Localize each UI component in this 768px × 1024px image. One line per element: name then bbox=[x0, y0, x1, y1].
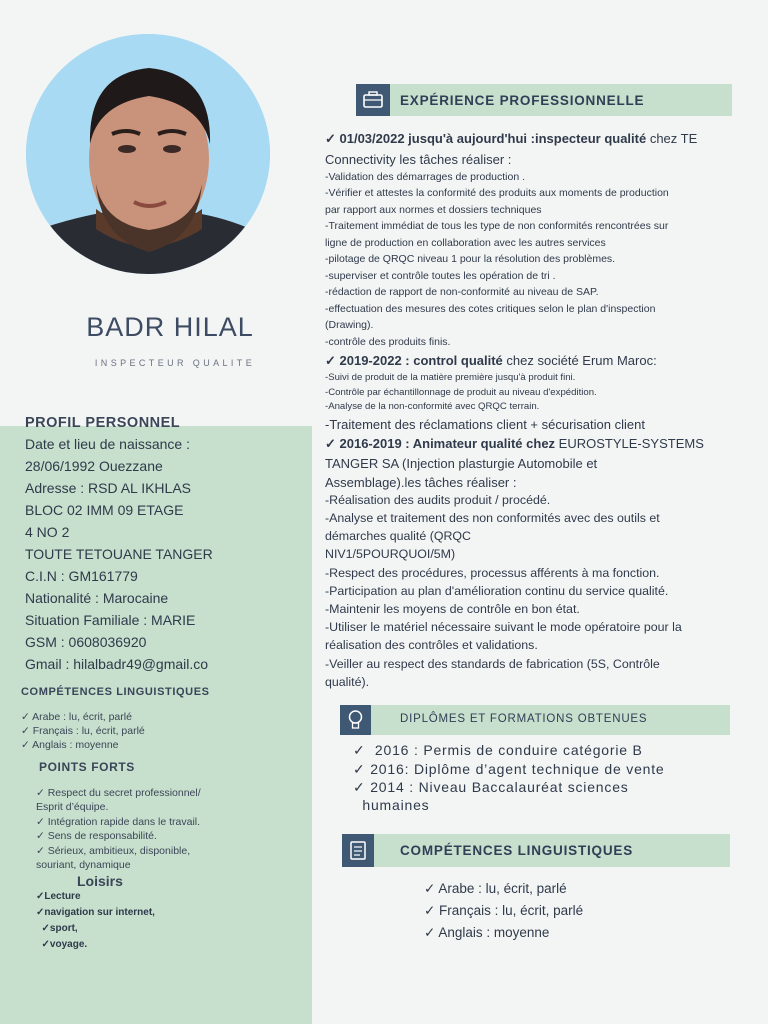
left-language-item: ✓ Arabe : lu, écrit, parlé bbox=[21, 711, 132, 723]
profile-line: Nationalité : Marocaine bbox=[25, 590, 169, 606]
job3-line: qualité). bbox=[325, 675, 370, 689]
profile-line: Gmail : hilalbadr49@gmail.co bbox=[25, 656, 209, 672]
hobbies-heading: Loisirs bbox=[77, 873, 123, 889]
strength-item: ✓ Sens de responsabilité. bbox=[36, 830, 157, 842]
profile-line: TOUTE TETOUANE TANGER bbox=[25, 546, 213, 562]
notebook-icon bbox=[342, 834, 374, 867]
job2-title: ✓ 2019-2022 : control qualité chez société Erum Maroc: bbox=[325, 353, 657, 368]
profile-photo bbox=[26, 34, 270, 274]
diploma-item: humaines bbox=[353, 797, 430, 813]
job1-task: -rédaction de rapport de non-conformité au niveau de SAP. bbox=[325, 286, 599, 298]
hobby-item: ✓navigation sur internet, bbox=[36, 907, 155, 918]
job1-task: (Drawing). bbox=[325, 319, 374, 331]
job1-task: -contrôle des produits finis. bbox=[325, 336, 451, 348]
hobby-item: ✓voyage. bbox=[36, 939, 88, 950]
left-language-item: ✓ Anglais : moyenne bbox=[21, 739, 119, 751]
profile-line: C.I.N : GM161779 bbox=[25, 568, 138, 584]
left-language-item: ✓ Français : lu, écrit, parlé bbox=[21, 725, 145, 737]
job3-line: -Participation au plan d'amélioration continu du service qualité. bbox=[325, 584, 669, 598]
candidate-name: BADR HILAL bbox=[86, 312, 254, 342]
job3-line: -Réalisation des audits produit / procédé. bbox=[325, 493, 551, 507]
job1-task: -pilotage de QRQC niveau 1 pour la résolution des problèmes. bbox=[325, 253, 616, 265]
diploma-item: ✓ 2016 : Permis de conduire catégorie B bbox=[353, 742, 643, 758]
hobby-item: ✓sport, bbox=[36, 923, 78, 934]
left-languages-heading: COMPÉTENCES LINGUISTIQUES bbox=[21, 686, 210, 698]
diploma-item: ✓ 2016: Diplôme d’agent technique de vente bbox=[353, 761, 665, 777]
job3-line: -Veiller au respect des standards de fabrication (5S, Contrôle bbox=[325, 657, 660, 671]
job1-title: ✓ 01/03/2022 jusqu'à aujourd'hui :inspecteur qualité chez TE bbox=[325, 131, 698, 146]
hobby-item: ✓Lecture bbox=[36, 891, 81, 902]
job1-task: par rapport aux normes et dossiers techniques bbox=[325, 204, 542, 216]
profile-line: Situation Familiale : MARIE bbox=[25, 612, 196, 628]
languages-heading: COMPÉTENCES LINGUISTIQUES bbox=[400, 843, 634, 858]
job2-task: -Analyse de la non-conformité avec QRQC terrain. bbox=[325, 401, 540, 412]
language-item: ✓ Anglais : moyenne bbox=[424, 925, 550, 940]
diplomas-heading: DIPLÔMES ET FORMATIONS OBTENUES bbox=[400, 713, 648, 725]
job1-task: -Validation des démarrages de production . bbox=[325, 171, 526, 183]
job3-line: -Maintenir les moyens de contrôle en bon état. bbox=[325, 602, 580, 616]
experience-heading: EXPÉRIENCE PROFESSIONNELLE bbox=[400, 93, 645, 108]
profile-line: 28/06/1992 Ouezzane bbox=[25, 458, 163, 474]
briefcase-icon bbox=[356, 84, 390, 116]
job1-task: ligne de production en collaboration avec les autres services bbox=[325, 237, 606, 249]
strengths-heading: POINTS FORTS bbox=[39, 760, 135, 774]
diploma-item: ✓ 2014 : Niveau Baccalauréat sciences bbox=[353, 779, 629, 795]
job3-line: -Analyse et traitement des non conformités avec des outils et bbox=[325, 511, 660, 525]
candidate-role: INSPECTEUR QUALITE bbox=[94, 358, 256, 368]
job1-task: -superviser et contrôle toutes les opération de tri . bbox=[325, 270, 556, 282]
job1-line: Connectivity les tâches réaliser : bbox=[325, 152, 512, 167]
profile-heading: PROFIL PERSONNEL bbox=[25, 415, 181, 431]
job3-line: démarches qualité (QRQC bbox=[325, 529, 471, 543]
job3-line: -Respect des procédures, processus afférents à ma fonction. bbox=[325, 566, 660, 580]
strength-item: souriant, dynamique bbox=[36, 859, 131, 871]
strength-item: ✓ Sérieux, ambitieux, disponible, bbox=[36, 845, 191, 857]
job2-task: -Suivi de produit de la matière première jusqu'à produit fini. bbox=[325, 372, 576, 383]
profile-line: GSM : 0608036920 bbox=[25, 634, 147, 650]
strength-item: ✓ Intégration rapide dans le travail. bbox=[36, 816, 201, 828]
language-item: ✓ Français : lu, écrit, parlé bbox=[424, 903, 584, 918]
strength-item: ✓ Respect du secret professionnel/ bbox=[36, 787, 201, 799]
strength-item: Esprit d’équipe. bbox=[36, 801, 109, 813]
job2-task: -Contrôle par échantillonnage de produit au niveau d'expédition. bbox=[325, 387, 597, 398]
job1-task: -Traitement immédiat de tous les type de non conformités rencontrées sur bbox=[325, 220, 669, 232]
job3-line: Assemblage).les tâches réaliser : bbox=[325, 475, 517, 490]
portrait-photo bbox=[26, 34, 270, 274]
job3-line: réalisation des contrôles et validations. bbox=[325, 638, 538, 652]
job1-task: -Vérifier et attestes la conformité des produits aux moments de production bbox=[325, 187, 669, 199]
profile-line: BLOC 02 IMM 09 ETAGE bbox=[25, 502, 184, 518]
job3-line: NIV1/5POURQUOI/5M) bbox=[325, 547, 456, 561]
job3-title: ✓ 2016-2019 : Animateur qualité chez EUROSTYLE-SYSTEMS bbox=[325, 436, 704, 451]
job3-line: TANGER SA (Injection plasturgie Automobile et bbox=[325, 456, 598, 471]
profile-line: 4 NO 2 bbox=[25, 524, 70, 540]
job3-line: -Utiliser le matériel nécessaire suivant le mode opératoire pour la bbox=[325, 620, 682, 634]
job2-extra: -Traitement des réclamations client + sécurisation client bbox=[325, 417, 645, 432]
lightbulb-icon bbox=[340, 705, 371, 735]
job1-task: -effectuation des mesures des cotes critiques selon le plan d'inspection bbox=[325, 303, 656, 315]
profile-line: Adresse : RSD AL IKHLAS bbox=[25, 480, 191, 496]
profile-line: Date et lieu de naissance : bbox=[25, 436, 190, 452]
language-item: ✓ Arabe : lu, écrit, parlé bbox=[424, 881, 567, 896]
